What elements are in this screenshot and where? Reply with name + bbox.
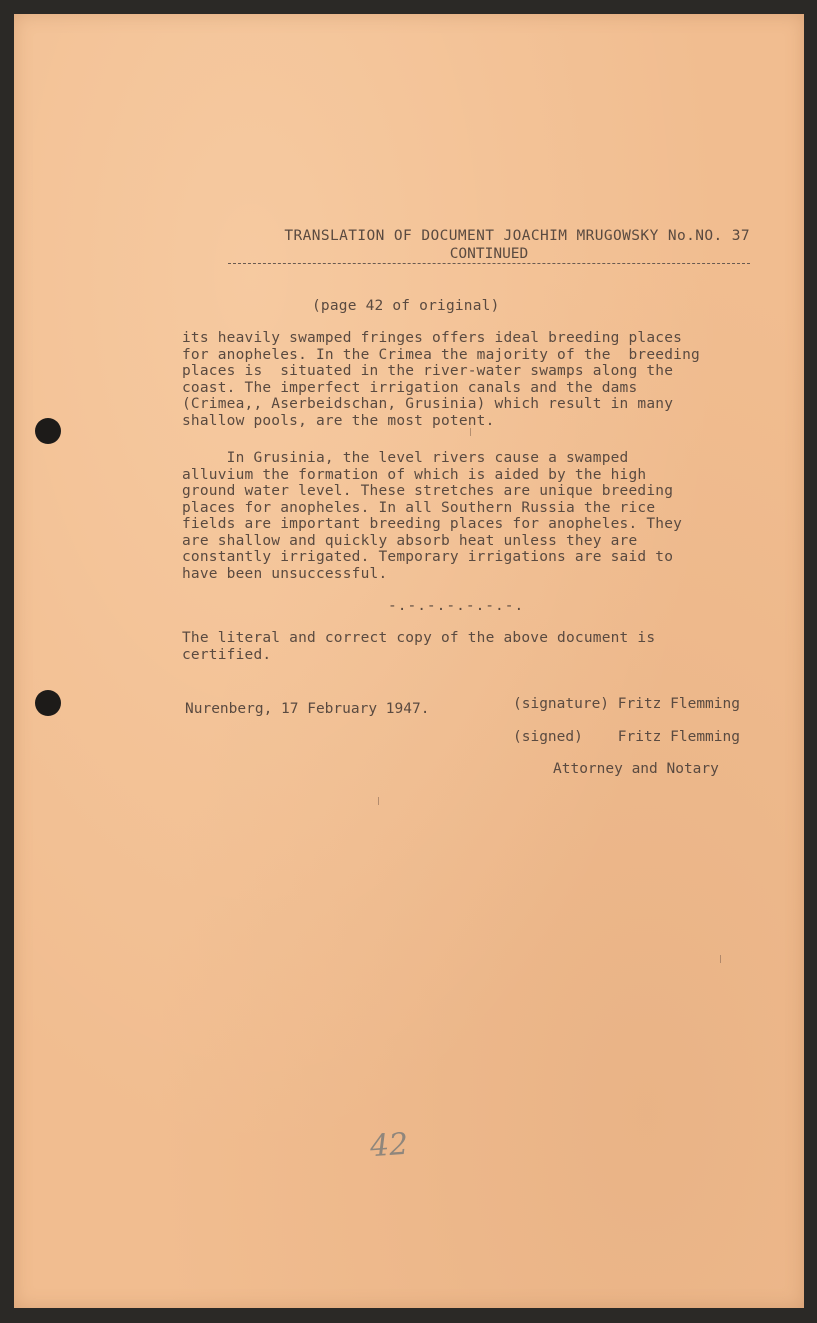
- paragraph-1-line: (Crimea,, Aserbeidschan, Grusinia) which result in many: [182, 396, 674, 412]
- punch-hole-top: [35, 418, 61, 444]
- certification-text: [182, 630, 757, 663]
- handwritten-page-number: 42: [368, 1126, 410, 1165]
- signed-line: (signed) Fritz Flemming: [513, 729, 740, 745]
- paper-mark: [378, 797, 379, 805]
- page-reference: (page 42 of original): [312, 298, 500, 314]
- notary-title: Attorney and Notary: [553, 761, 719, 777]
- paragraph-2-line: places for anopheles. In all Southern Russia the rice: [182, 499, 656, 516]
- place-date: Nurenberg, 17 February 1947.: [185, 701, 430, 717]
- paragraph-2-line: alluvium the formation of which is aided by the high: [182, 466, 647, 483]
- header-underline: [228, 263, 750, 264]
- paragraph-2-line: have been unsuccessful.: [182, 565, 388, 582]
- certification-line: certified.: [182, 646, 272, 663]
- paragraph-1: [182, 330, 757, 429]
- paragraph-1-line: shallow pools, are the most potent.: [182, 412, 495, 429]
- section-separator: -.-.-.-.-.-.-.: [388, 598, 525, 614]
- paragraph-2: [182, 450, 757, 582]
- paragraph-2-line: fields are important breeding places for anopheles. They: [182, 516, 683, 532]
- paper-mark: [470, 428, 471, 436]
- punch-hole-bottom: [35, 690, 61, 716]
- certification-line: The literal and correct copy of the above document is: [182, 630, 656, 646]
- document-header: [228, 228, 750, 262]
- paragraph-2-line: ground water level. These stretches are unique breeding: [182, 483, 674, 499]
- paragraph-2-line: constantly irrigated. Temporary irrigations are said to: [182, 549, 674, 565]
- header-continued: CONTINUED: [449, 246, 529, 262]
- paragraph-1-line: for anopheles. In the Crimea the majority of the breeding: [182, 346, 700, 363]
- paragraph-2-line: In Grusinia, the level rivers cause a swamped: [182, 450, 629, 466]
- paragraph-1-line: places is situated in the river-water swamps along the: [182, 363, 674, 379]
- paragraph-1-line: its heavily swamped fringes offers ideal breeding places: [182, 330, 683, 346]
- signature-line: (signature) Fritz Flemming: [513, 696, 740, 712]
- header-title: TRANSLATION OF DOCUMENT JOACHIM MRUGOWSKY No.NO. 37: [284, 228, 750, 244]
- paragraph-1-line: coast. The imperfect irrigation canals and the dams: [182, 379, 638, 396]
- paragraph-2-line: are shallow and quickly absorb heat unless they are: [182, 532, 638, 549]
- paper-mark: [720, 955, 721, 963]
